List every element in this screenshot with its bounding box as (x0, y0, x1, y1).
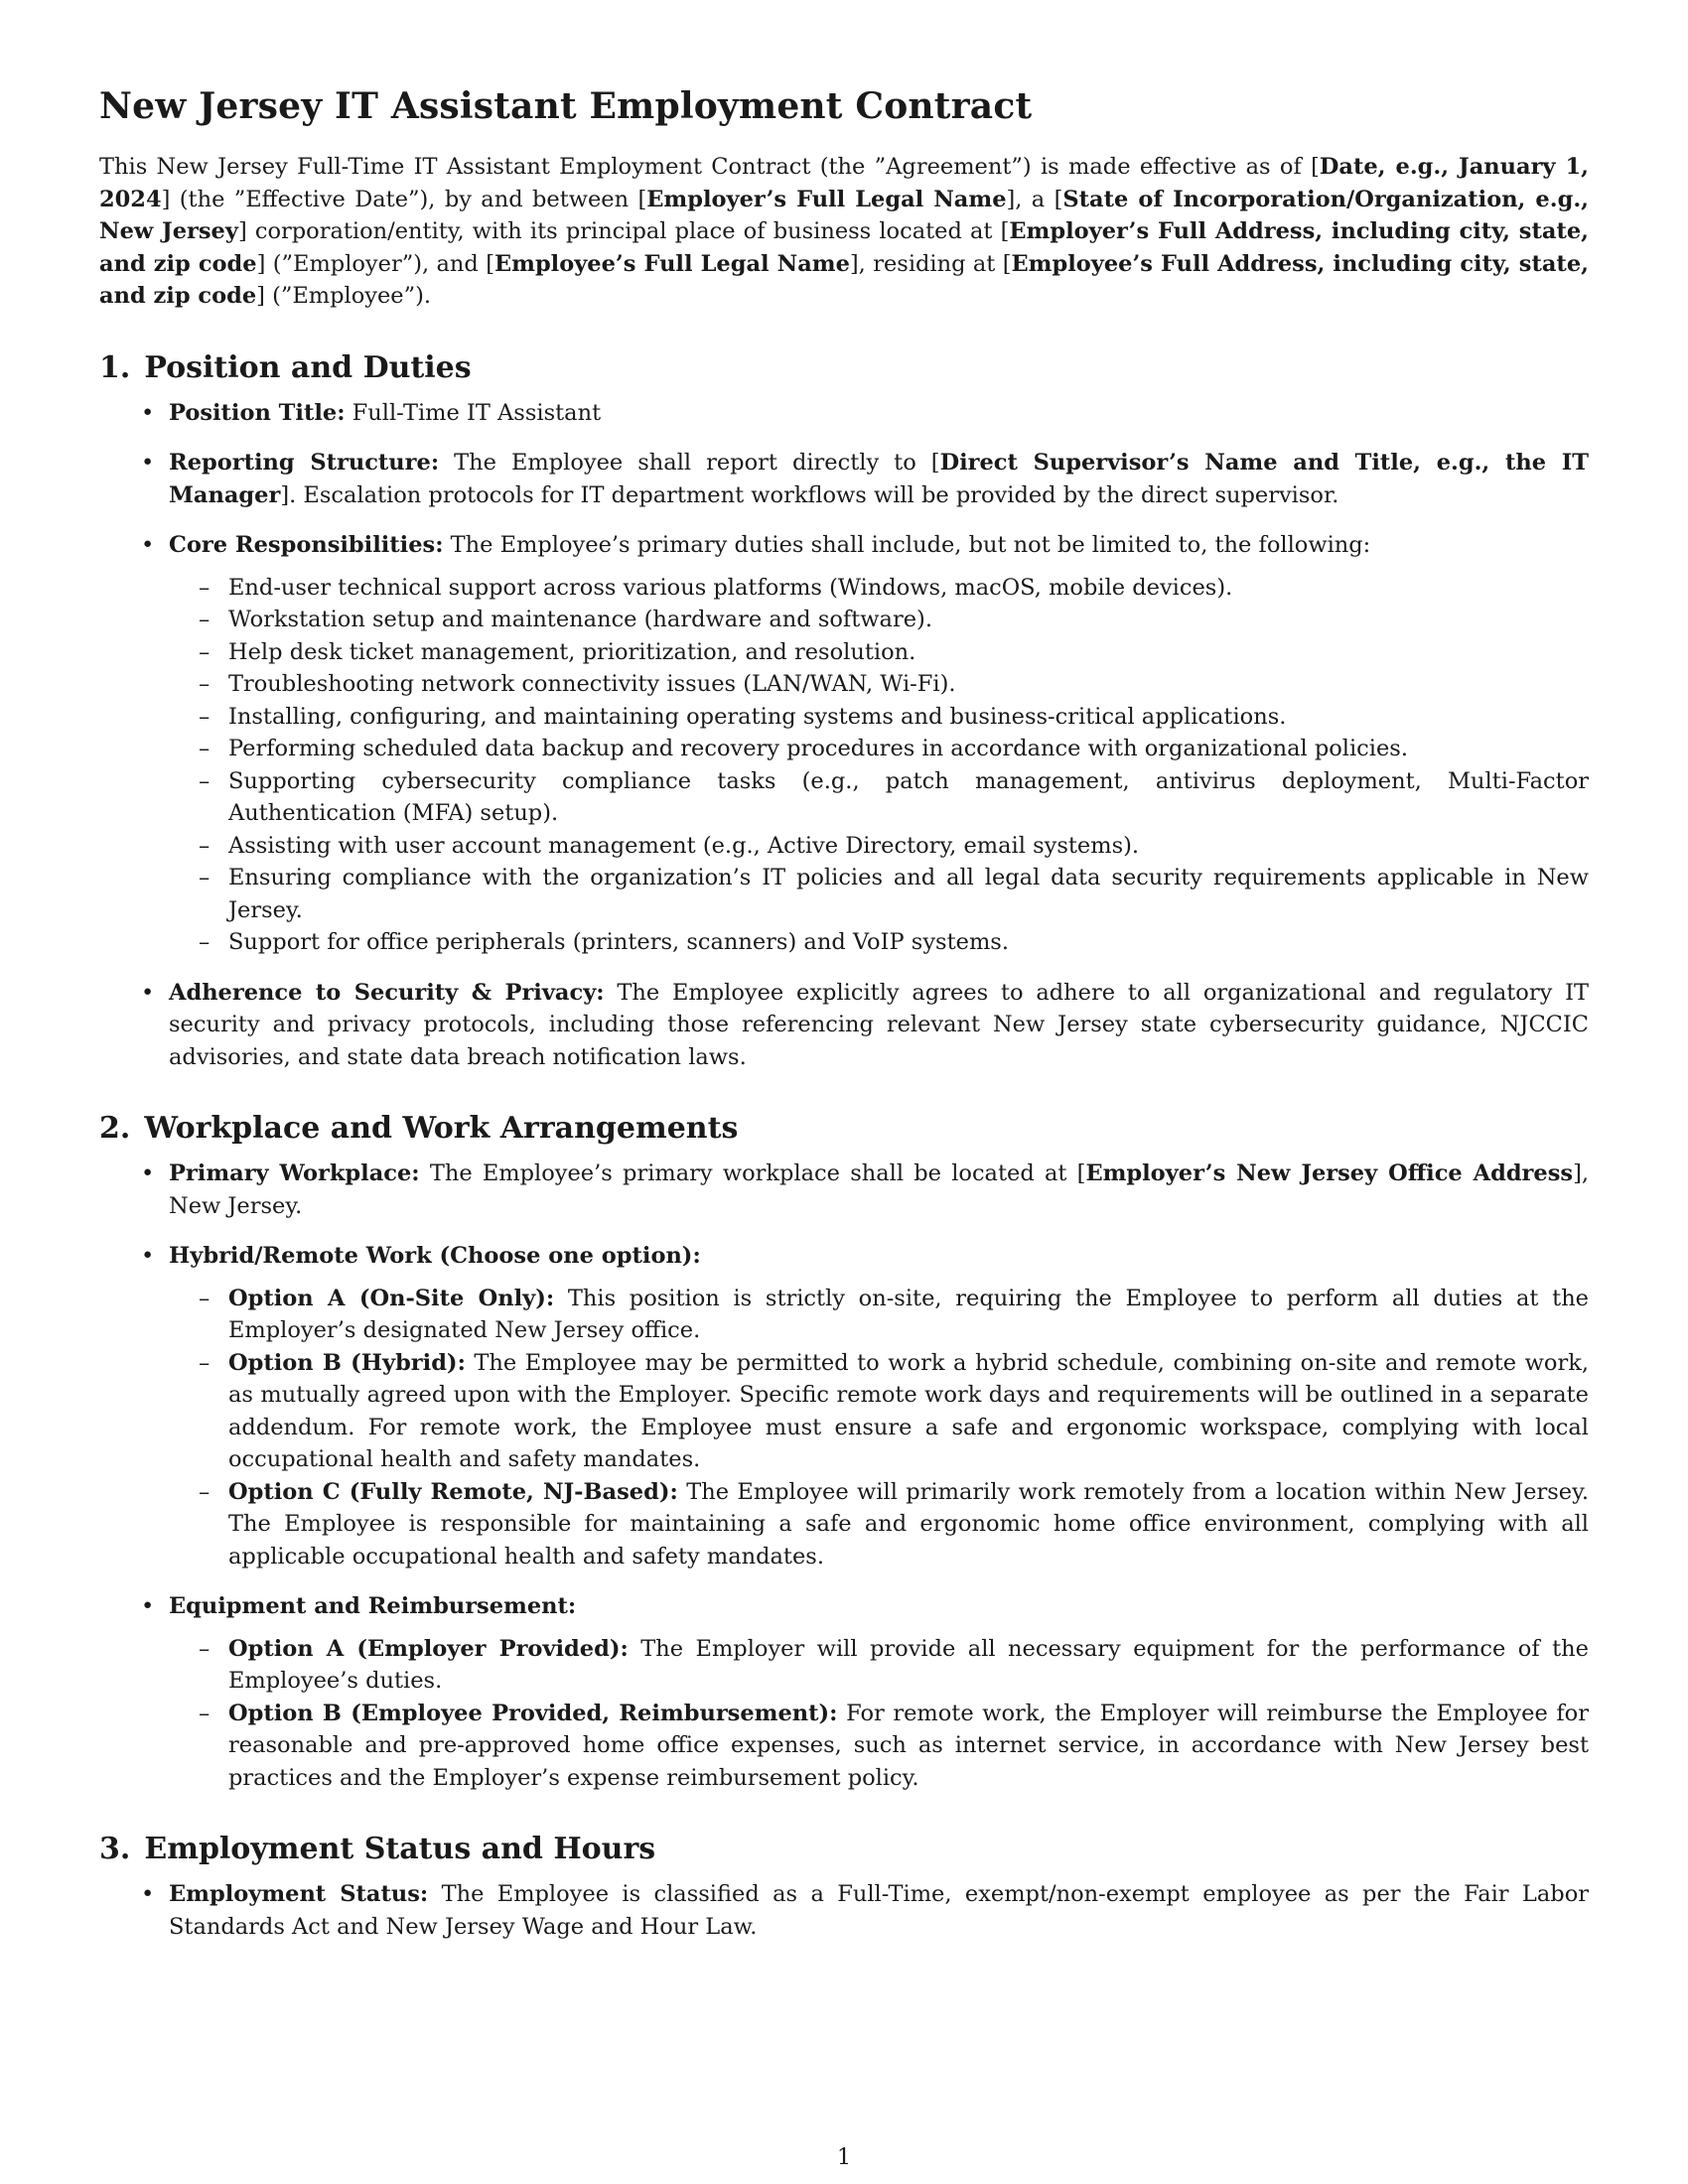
list-item: – Supporting cybersecurity compliance tasks (e.g., patch management, antivirus deployment, Multi-Factor Authentication (MFA) setup). (228, 765, 1589, 830)
bullet-text: The Employee explicitly agrees to adhere to all organizational and regulatory IT security and privacy protocols, including those referencing relevant New Jersey state cybersecurity guidance, NJCCIC advisories, and state data breach notification laws. (169, 979, 1590, 1070)
bullet-primary-workplace (169, 1158, 1589, 1222)
bullet-position-title (169, 397, 1589, 430)
intro-paragraph (99, 151, 1589, 313)
list-item: – Ensuring compliance with the organization’s IT policies and all legal data security requirements applicable in New Jersey. (228, 862, 1589, 926)
section-number: 2. (99, 1111, 131, 1146)
list-item: – Troubleshooting network connectivity issues (LAN/WAN, Wi-Fi). (228, 668, 1589, 701)
intro-text: ] (the ”Effective Date”), by and between [ (161, 186, 647, 212)
section-title: Position and Duties (144, 349, 472, 385)
list-item (228, 1633, 1589, 1698)
placeholder-effective-date: Date, e.g., January 1, 2024 (99, 154, 1589, 212)
section-number: 3. (99, 1832, 131, 1866)
option-text: For remote work, the Employer will reimburse the Employee for reasonable and pre-approved home office expenses, such as internet service, in accordance with New Jersey best practices and the Employer’s expense reimbursement policy. (228, 1700, 1589, 1791)
bullet-label: Hybrid/Remote Work (Choose one option): (169, 1243, 701, 1269)
section-2-list (99, 1158, 1589, 1794)
placeholder-state-of-incorporation: State of Incorporation/Organization, e.g., New Jersey (99, 186, 1589, 244)
intro-text: This New Jersey Full-Time IT Assistant Employment Contract (the ”Agreement”) is made effective as of [ (99, 154, 1320, 180)
bullet-hybrid-remote (169, 1240, 1589, 1572)
placeholder-supervisor: Direct Supervisor’s Name and Title, e.g., the IT Manager (169, 450, 1589, 508)
list-item: – Performing scheduled data backup and recovery procedures in accordance with organizational policies. (228, 733, 1589, 765)
bullet-employment-status (169, 1878, 1589, 1943)
option-label: Option C (Fully Remote, NJ-Based): (228, 1478, 678, 1505)
section-3-list (99, 1878, 1589, 1943)
list-item: – Assisting with user account management (e.g., Active Directory, email systems). (228, 830, 1589, 863)
bullet-label: Reporting Structure: (169, 450, 440, 476)
section-title: Workplace and Work Arrangements (144, 1111, 739, 1146)
bullet-label: Equipment and Reimbursement: (169, 1593, 577, 1619)
bullet-label: Core Responsibilities: (169, 532, 444, 558)
section-number: 1. (99, 349, 131, 385)
list-item: – Installing, configuring, and maintaining operating systems and business-critical applications. (228, 701, 1589, 734)
list-item (228, 1476, 1589, 1573)
section-1-list (99, 397, 1589, 1074)
list-item: – Support for office peripherals (printers, scanners) and VoIP systems. (228, 926, 1589, 959)
option-label: Option B (Hybrid): (228, 1349, 466, 1376)
intro-text: ], a [ (1006, 186, 1063, 212)
section-heading-workplace (99, 1111, 1589, 1146)
section-heading-employment-status (99, 1832, 1589, 1866)
bullet-core-responsibilities (169, 529, 1589, 959)
placeholder-employer-name: Employer’s Full Legal Name (646, 186, 1007, 212)
equipment-options-list (169, 1633, 1589, 1795)
option-label: Option A (Employer Provided): (228, 1635, 629, 1662)
bullet-label: Employment Status: (169, 1881, 429, 1907)
core-responsibilities-list (169, 572, 1589, 959)
intro-text: ] corporation/entity, with its principal place of business located at [ (237, 218, 1010, 244)
intro-text: ] (”Employee”). (256, 283, 432, 309)
bullet-text: ], New Jersey. (169, 1160, 1589, 1219)
placeholder-office-address: Employer’s New Jersey Office Address (1085, 1160, 1574, 1186)
section-title: Employment Status and Hours (144, 1832, 656, 1866)
option-label: Option B (Employee Provided, Reimbursement): (228, 1700, 838, 1726)
bullet-label: Adherence to Security & Privacy: (169, 979, 605, 1006)
bullet-text: The Employee’s primary duties shall include, but not be limited to, the following: (443, 532, 1371, 558)
option-text: The Employee may be permitted to work a hybrid schedule, combining on-site and remote work, as mutually agreed upon with the Employer. Specific remote work days and requirements will be outlined in a separate addendum. For remote work, the Employee must ensure a safe and ergonomic workspace, complying with local occupational health and safety mandates. (228, 1349, 1589, 1472)
placeholder-employer-address: Employer’s Full Address, including city, state, and zip code (99, 218, 1589, 277)
document-title: New Jersey IT Assistant Employment Contract (99, 85, 1033, 127)
placeholder-employee-address: Employee’s Full Address, including city, state, and zip code (99, 250, 1589, 309)
bullet-reporting-structure (169, 447, 1589, 511)
option-text: The Employee will primarily work remotely from a location within New Jersey. The Employee is responsible for maintaining a safe and ergonomic home office environment, complying with all applicable occupational health and safety mandates. (228, 1478, 1589, 1570)
option-label: Option A (On-Site Only): (228, 1285, 555, 1311)
bullet-label: Primary Workplace: (169, 1160, 420, 1186)
option-text: This position is strictly on-site, requiring the Employee to perform all duties at the Employer’s designated New Jersey office. (228, 1285, 1589, 1343)
placeholder-employee-name: Employee’s Full Legal Name (493, 250, 850, 277)
bullet-equipment-reimbursement (169, 1590, 1589, 1794)
list-item: – Help desk ticket management, prioritization, and resolution. (228, 636, 1589, 669)
list-item: – Workstation setup and maintenance (hardware and software). (228, 604, 1589, 636)
intro-text: ], residing at [ (849, 250, 1012, 277)
option-text: The Employer will provide all necessary equipment for the performance of the Employee’s duties. (228, 1635, 1589, 1694)
list-item: – End-user technical support across various platforms (Windows, macOS, mobile devices). (228, 572, 1589, 605)
document-body (99, 85, 1589, 1961)
list-item (228, 1347, 1589, 1476)
bullet-security-privacy (169, 977, 1589, 1074)
list-item (228, 1283, 1589, 1347)
page-number: 1 (836, 2144, 852, 2170)
bullet-text: ]. Escalation protocols for IT department workflows will be provided by the direct supervisor. (280, 481, 1339, 508)
section-heading-position-duties (99, 350, 1589, 385)
intro-text: ] (”Employer”), and [ (256, 250, 494, 277)
bullet-text: The Employee’s primary workplace shall be located at [ (419, 1160, 1086, 1186)
bullet-text: The Employee is classified as a Full-Time, exempt/non-exempt employee as per the Fair Labor Standards Act and New Jersey Wage and Hour Law. (169, 1881, 1589, 1940)
bullet-text: Full-Time IT Assistant (345, 399, 602, 426)
bullet-label: Position Title: (169, 399, 346, 426)
hybrid-options-list (169, 1283, 1589, 1573)
list-item (228, 1698, 1589, 1795)
bullet-text: The Employee shall report directly to [ (439, 450, 940, 476)
